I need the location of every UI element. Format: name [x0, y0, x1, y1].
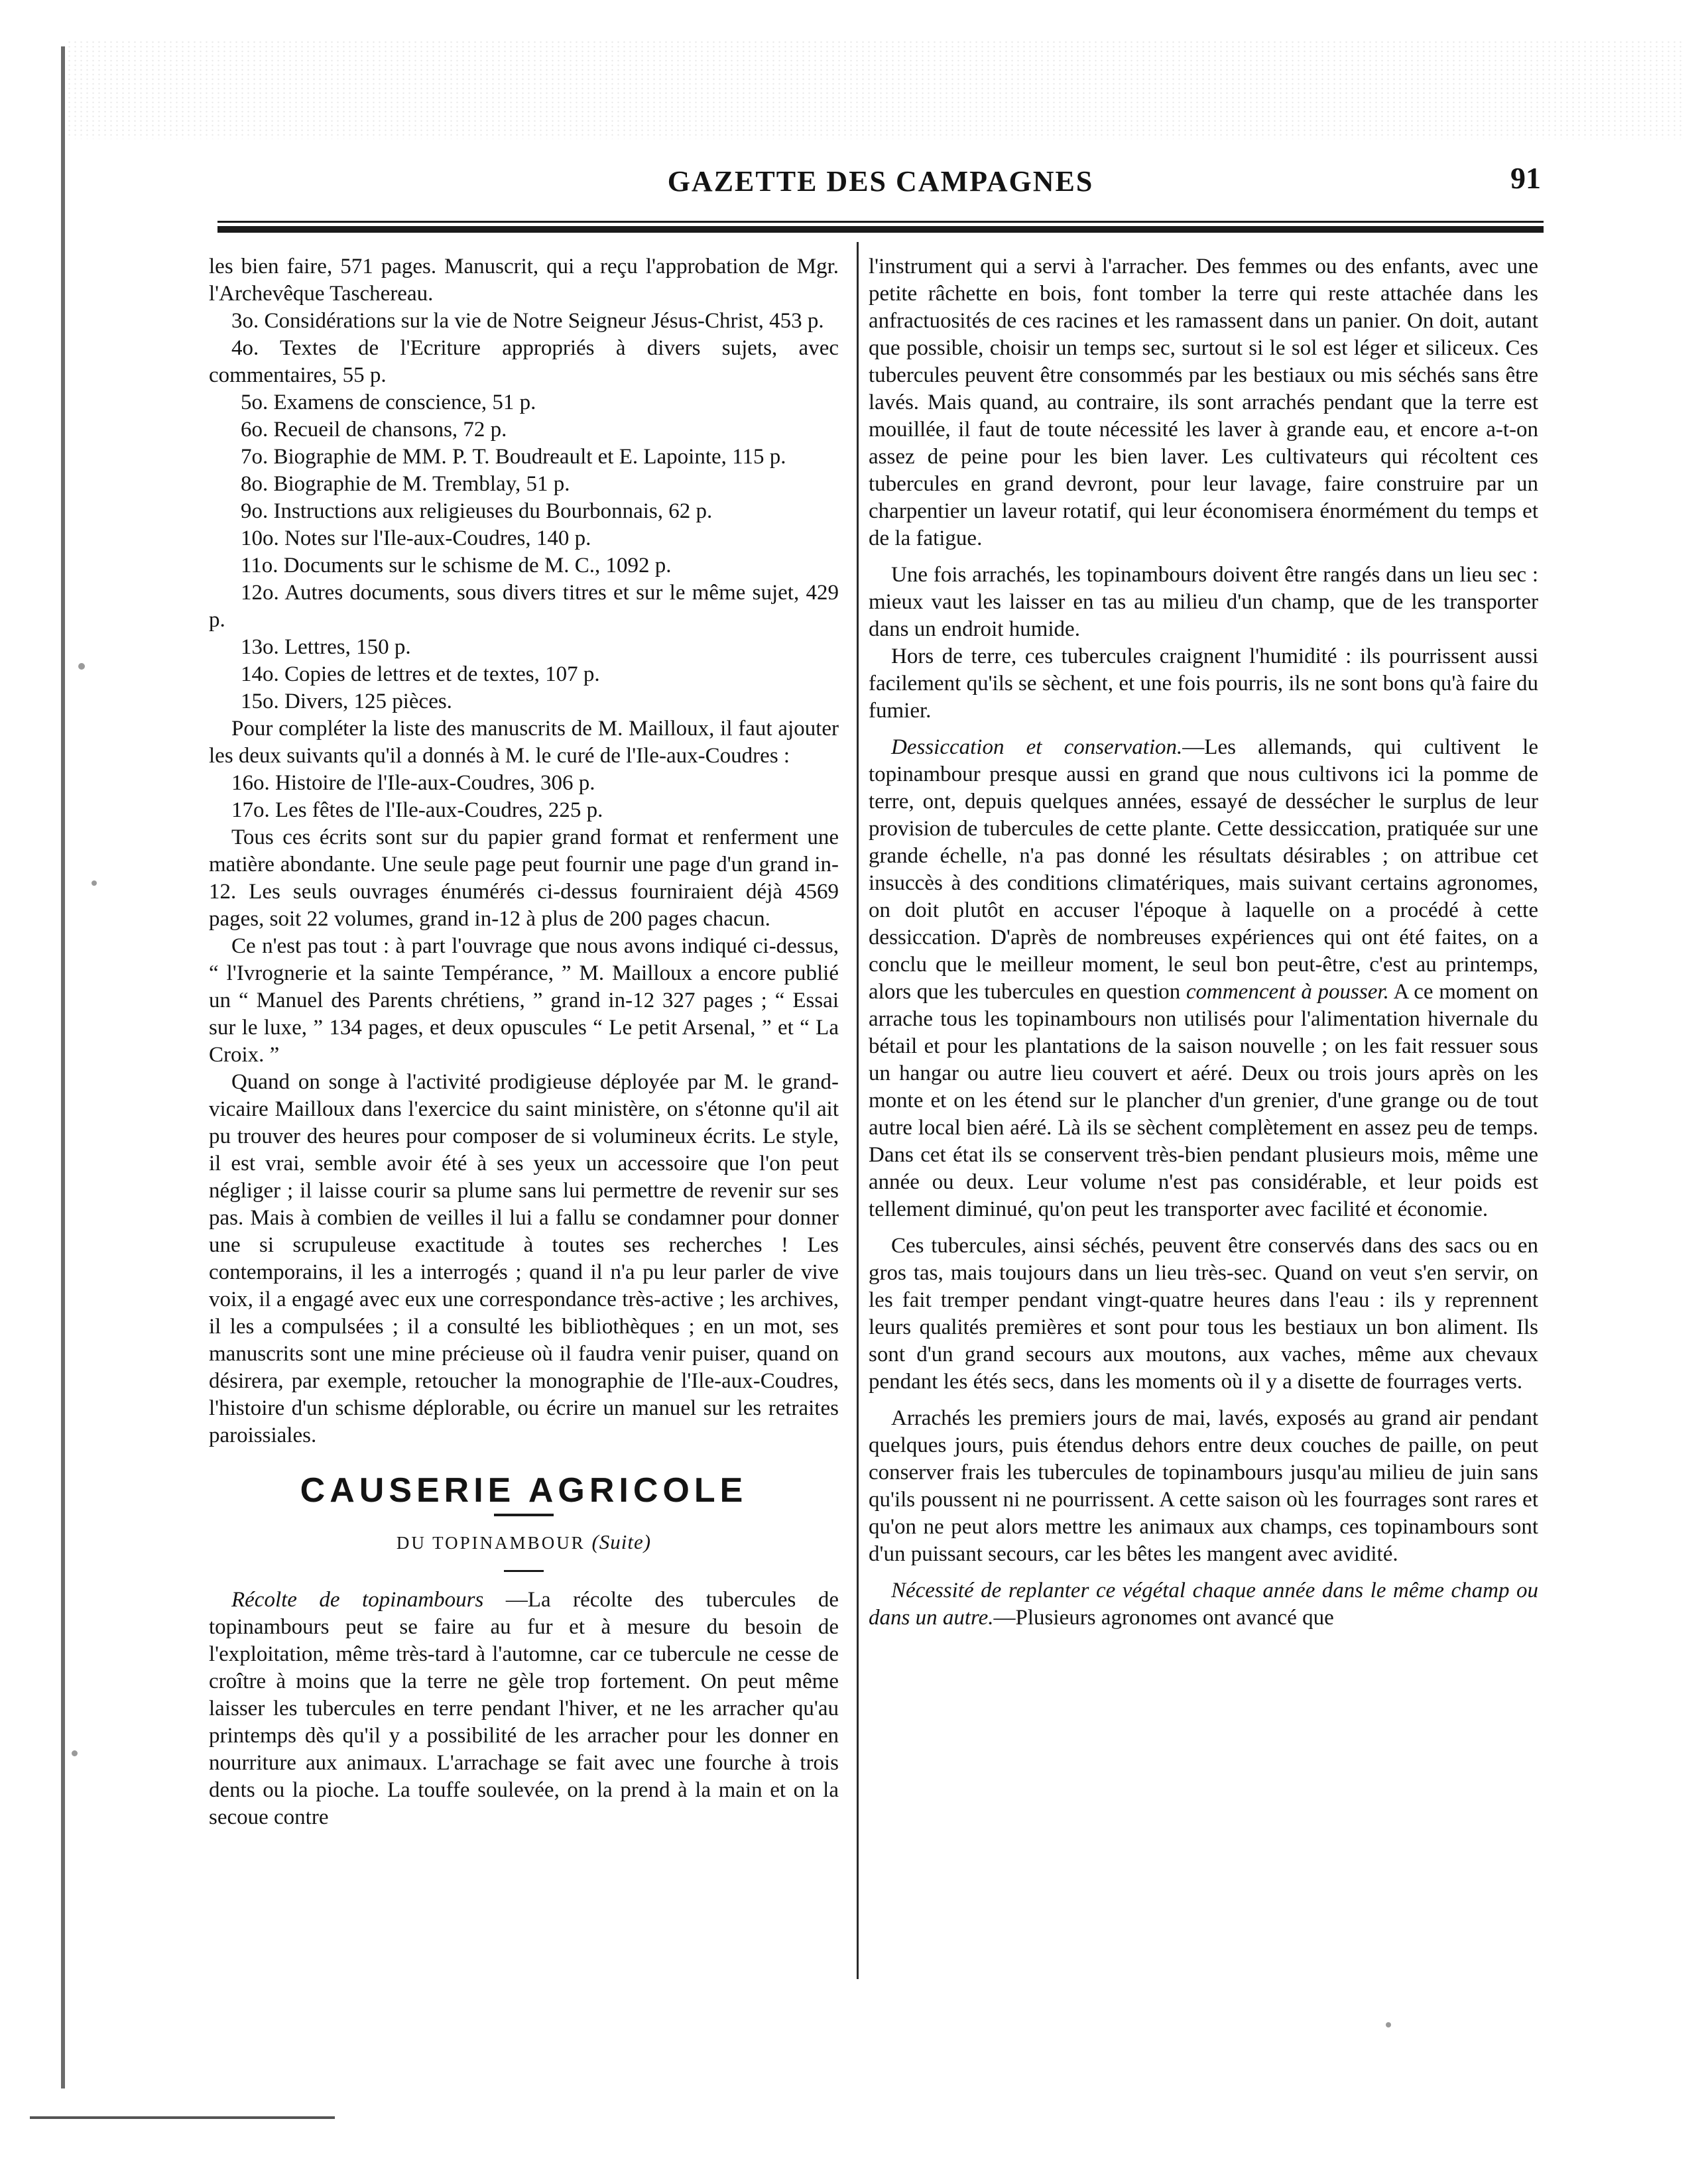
- scan-edge-left: [61, 46, 65, 2088]
- list-item: 7o. Biographie de MM. P. T. Boudreault et E. Lapointe, 115 p.: [241, 445, 786, 469]
- list-item: 6o. Recueil de chansons, 72 p.: [241, 418, 507, 442]
- right-column: [869, 253, 1538, 1632]
- column-divider: [857, 242, 859, 1979]
- list-item: 11o. Documents sur le schisme de M. C., 1092 p.: [241, 554, 672, 577]
- list-item: 3o. Considérations sur la vie de Notre Seigneur Jésus-Christ, 453 p.: [231, 309, 824, 333]
- paragraph: Quand on songe à l'activité prodigieuse déployée par M. le grand-vicaire Mailloux dans l'exercice du saint ministère, on s'étonne qu'il ait pu trouver des heures pour composer de si volumineux écrits. Le style, il est vrai, semble avoir été à ses yeux un accessoire que l'on peut négliger ; il laisse courir sa plume sans lui permettre de revenir sur ses pas. Mais à combien de veilles il lui a fallu se condamner pour donner une si scrupuleuse exactitude à toutes ses recherches ! Les contemporains, il les a interrogés ; quand il n'a pu leur parler de vive voix, il a engagé avec eux une correspondance très-active ; les archives, il les a compulsées ; il a consulté les bibliothèques ; en un mot, ses manuscrits sont une mine précieuse où il faudra venir puiser, quand on désirera, par exemple, retoucher la monographie de l'Ile-aux-Coudres, l'histoire d'un schisme déplorable, ou écrire un manuel sur les retraites paroissiales.: [209, 1070, 839, 1447]
- section-title: CAUSERIE AGRICOLE: [300, 1471, 748, 1510]
- paragraph-lead: Nécessité de replanter ce végétal chaque année dans le même champ ou dans un autre.: [869, 1579, 1538, 1630]
- scan-speck: [1386, 2022, 1391, 2027]
- paragraph-body: —Plusieurs agronomes ont avancé que: [993, 1606, 1334, 1630]
- paragraph: [869, 734, 1538, 1223]
- list-item: 15o. Divers, 125 pièces.: [241, 690, 452, 713]
- header-rule-thin: [217, 221, 1544, 223]
- list-item: 8o. Biographie de M. Tremblay, 51 p.: [241, 472, 570, 496]
- paragraph-body-end: A ce moment on arrache tous les topinambours non utilisés pour l'alimentation hivernale du bétail et pour les plantations de la saison nouvelle ; on les fait ressuer sous un hangar ou autre lieu couvert et aéré. Deux ou trois jours après on les monte et on les étend sur le plancher d'un grenier, d'une grange ou de tout autre local bien aéré. Là ils se sèchent complètement en assez peu de temps. Dans cet état ils se conservent très-bien pendant plusieurs mois, même une année ou deux. Leur volume n'est pas considérable, et leur poids est tellement diminué, qu'on peut les transporter avec facilité et économie.: [869, 980, 1539, 1221]
- header-rule-thick: [217, 226, 1544, 233]
- paragraph: [869, 1577, 1538, 1632]
- list-item: 17o. Les fêtes de l'Ile-aux-Coudres, 225 p.: [231, 798, 603, 822]
- paragraph: Ce n'est pas tout : à part l'ouvrage que nous avons indiqué ci-dessus, “ l'Ivrognerie et la sainte Tempérance, ” M. Mailloux a encore publié un “ Manuel des Parents chrétiens, ” grand in-12 327 pages ; “ Essai sur le luxe, ” 134 pages, et deux opuscules “ Le petit Arsenal, ” et “ La Croix. ”: [209, 934, 839, 1067]
- list-item: 14o. Copies de lettres et de textes, 107 p.: [241, 662, 600, 686]
- paragraph: Une fois arrachés, les topinambours doivent être rangés dans un lieu sec : mieux vaut les laisser en tas au milieu d'un champ, que de les transporter dans un endroit humide.: [869, 563, 1538, 641]
- page-header: [217, 161, 1544, 204]
- title-rule: [494, 1514, 554, 1516]
- subhead-rule: [504, 1570, 544, 1572]
- list-item: 12o. Autres documents, sous divers titres et sur le même sujet, 429 p.: [209, 581, 839, 632]
- scan-noise: [66, 40, 1684, 139]
- scan-edge-bottom: [30, 2116, 335, 2119]
- subhead-suite: (Suite): [591, 1530, 652, 1553]
- paragraph-italic: commencent à pousser.: [1186, 980, 1389, 1004]
- paragraph-body: —Les allemands, qui cultivent le topinambour presque aussi en grand que nous cultivons ici la pomme de terre, ont, depuis quelques années, essayé de dessécher le surplus de leur provision de tubercules de cette plante. Cette dessiccation, pratiquée sur une grande échelle, n'a pas donné les résultats désirables ; on attribue cet insuccès à des conditions climatériques, mais suivant certains agronomes, on doit plutôt en accuser l'époque à laquelle on a procédé à cette dessiccation. D'après de nombreuses expériences qui ont été faites, on a conclu que le meilleur moment, le seul bon peut-être, c'est au printemps, alors que les tubercules en question: [869, 735, 1538, 1004]
- paragraph: Hors de terre, ces tubercules craignent l'humidité : ils pourrissent aussi facilement qu'ils se sèchent, et une fois pourris, ils ne sont bons qu'à faire du fumier.: [869, 644, 1538, 723]
- paragraph: Pour compléter la liste des manuscrits de M. Mailloux, il faut ajouter les deux suivants qu'il a donnés à M. le curé de l'Ile-aux-Coudres :: [209, 717, 839, 768]
- paragraph: [209, 1587, 839, 1831]
- scan-speck: [78, 663, 85, 670]
- scan-speck: [91, 880, 97, 886]
- paragraph-lead: Récolte de topinambours: [231, 1588, 484, 1612]
- list-item: 13o. Lettres, 150 p.: [241, 635, 411, 659]
- paragraph: les bien faire, 571 pages. Manuscrit, qui a reçu l'approbation de Mgr. l'Archevêque Taschereau.: [209, 255, 839, 306]
- paragraph-body: —La récolte des tubercules de topinambours peut se faire au fur et à mesure du besoin de l'exploitation, même très-tard à l'automne, car ce tubercule ne cesse de croître à moins que la terre ne gèle trop fortement. On peut même laisser les tubercules en terre pendant l'hiver, et ne les arracher qu'au printemps dès qu'il y a possibilité de les arracher pour les donner en nourriture aux animaux. L'arrachage se fait avec une fourche à trois dents ou la pioche. La touffe soulevée, on la prend à la main et on la secoue contre: [209, 1588, 839, 1829]
- list-item: 16o. Histoire de l'Ile-aux-Coudres, 306 p.: [231, 771, 595, 795]
- list-item: 4o. Textes de l'Ecriture appropriés à divers sujets, avec commentaires, 55 p.: [209, 336, 839, 387]
- paragraph-lead: Dessiccation et conservation.: [891, 735, 1183, 759]
- running-title: GAZETTE DES CAMPAGNES: [667, 165, 1094, 198]
- list-item: 9o. Instructions aux religieuses du Bourbonnais, 62 p.: [241, 499, 713, 523]
- subhead-text: DU TOPINAMBOUR: [396, 1533, 585, 1553]
- list-item: 5o. Examens de conscience, 51 p.: [241, 391, 536, 414]
- paragraph: Arrachés les premiers jours de mai, lavés, exposés au grand air pendant quelques jours, puis étendus dehors entre deux couches de paille, on peut conserver frais les tubercules de topinambours jusqu'au milieu de juin sans qu'ils poussent ni ne pourrissent. A cette saison où les fourrages sont rares et qu'on ne peut alors mettre les animaux aux champs, ces topinambours sont d'un puissant secours, car les bêtes les mangent avec avidité.: [869, 1406, 1538, 1566]
- page-number: 91: [1510, 161, 1541, 195]
- left-column: [209, 253, 839, 1831]
- paragraph: Tous ces écrits sont sur du papier grand format et renferment une matière abondante. Une seule page peut fournir une page d'un grand in-12. Les seuls ouvrages énumérés ci-dessus fourniraient déjà 4569 pages, soit 22 volumes, grand in-12 à plus de 200 pages chacun.: [209, 825, 839, 931]
- scan-speck: [72, 1750, 78, 1756]
- paragraph: l'instrument qui a servi à l'arracher. Des femmes ou des enfants, avec une petite râchette en bois, font tomber la terre qui reste attachée dans les anfractuosités de ces racines et les ramassent dans un panier. On doit, autant que possible, choisir un temps sec, surtout si le sol est léger et siliceux. Ces tubercules peuvent être consommés par les bestiaux ou mis séchés sans être lavés. Mais quand, au contraire, ils sont arrachés pendant que la terre est mouillée, il faut de toute nécessité les laver à grande eau, et encore a-t-on assez de peine pour les bien laver. Les cultivateurs qui récoltent ces tubercules en grand devront, pour leur lavage, faire construire par un charpentier un laveur rotatif, qui leur économisera énormément du temps et de la fatigue.: [869, 255, 1538, 550]
- paragraph: Ces tubercules, ainsi séchés, peuvent être conservés dans des sacs ou en gros tas, mais toujours dans un lieu très-sec. Quand on veut s'en servir, on les fait tremper pendant vingt-quatre heures dans l'eau : ils y reprennent leurs qualités premières et sont pour tous les bestiaux un bon aliment. Ils sont d'un grand secours aux moutons, aux vaches, même aux chevaux pendant les étés secs, dans les moments où il y a disette de fourrages verts.: [869, 1234, 1538, 1394]
- list-item: 10o. Notes sur l'Ile-aux-Coudres, 140 p.: [241, 526, 591, 550]
- section-subhead: [209, 1528, 839, 1557]
